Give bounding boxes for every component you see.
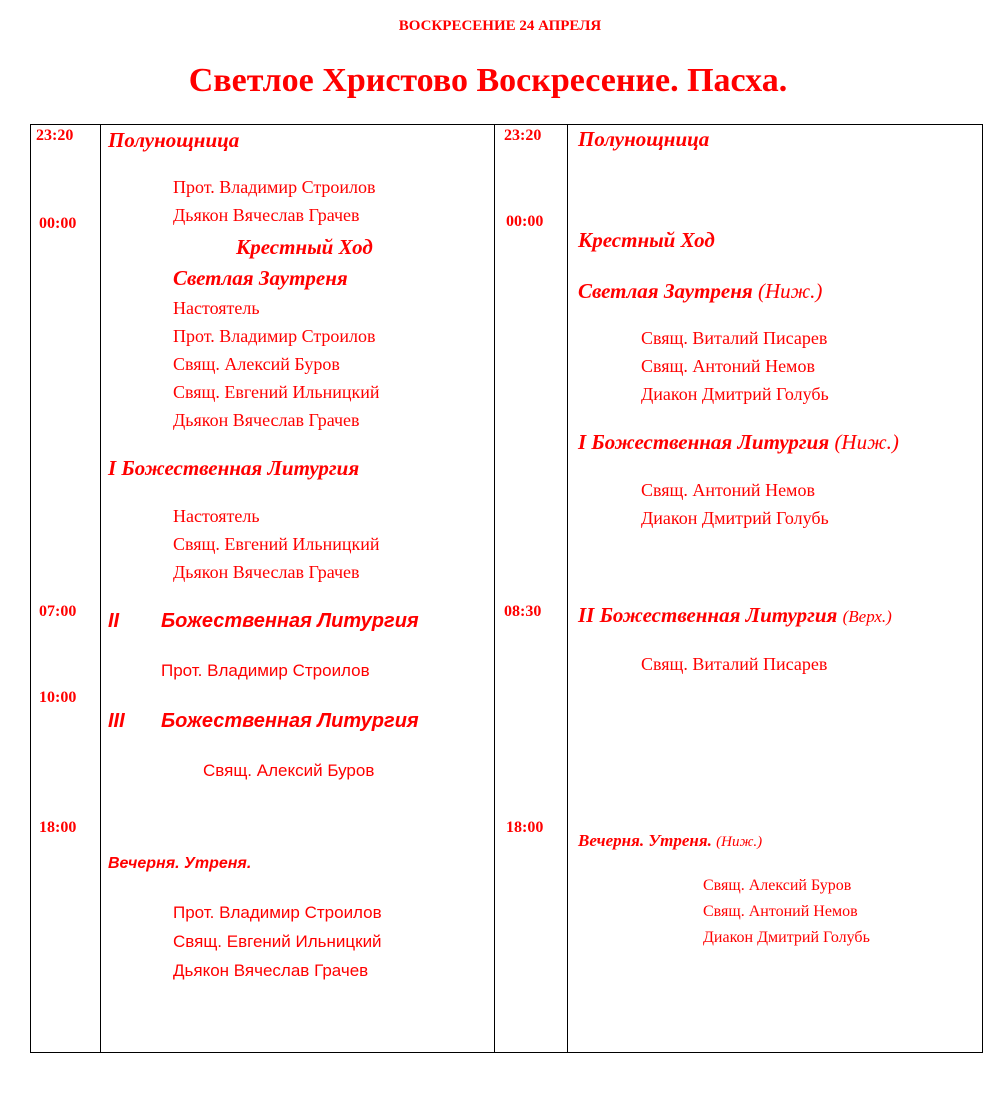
left-clergy-item: Прот. Владимир Строилов [173,326,376,346]
left-liturgy1-title: I Божественная Литургия [108,456,360,480]
left-liturgy2-number: II [108,610,120,632]
left-clergy-item: Свящ. Евгений Ильницкий [173,382,380,402]
right-liturgy2-title: II Божественная Литургия [578,603,838,627]
right-time-0000: 00:00 [506,213,544,230]
table-divider-3 [567,124,568,1053]
right-clergy-item: Свящ. Антоний Немов [703,903,858,920]
date-heading: ВОСКРЕСЕНИЕ 24 АПРЕЛЯ [398,18,602,34]
right-zautrenya-note: (Ниж.) [757,279,823,303]
right-clergy-item: Диакон Дмитрий Голубь [703,929,870,946]
table-border-top [30,124,983,125]
right-clergy-item: Свящ. Антоний Немов [641,356,815,376]
right-liturgy1-note: (Ниж.) [834,430,899,454]
left-krestny-hod-title: Крестный Ход [236,235,373,259]
table-divider-1 [100,124,101,1053]
left-time-0000: 00:00 [39,215,77,232]
left-clergy-item: Свящ. Евгений Ильницкий [173,932,382,951]
right-liturgy1-title: I Божественная Литургия [578,430,830,454]
right-vechernya-title: Вечерня. Утреня. [578,831,712,850]
right-zautrenya-title: Светлая Заутреня [578,279,753,303]
left-vechernya-title: Вечерня. Утреня. [108,855,252,872]
left-clergy-item: Прот. Владимир Строилов [161,661,370,680]
table-border-bottom [30,1052,983,1053]
left-time-0700: 07:00 [39,603,77,620]
table-divider-2 [494,124,495,1053]
right-krestny-hod-title: Крестный Ход [578,228,715,252]
left-time-2320: 23:20 [36,127,74,144]
left-clergy-item: Свящ. Алексий Буров [173,354,340,374]
page-title: Светлое Христово Воскресение. Пасха. [188,62,788,99]
right-vechernya-line [578,832,762,850]
left-clergy-item: Свящ. Алексий Буров [203,761,375,780]
left-clergy-item: Дьякон Вячеслав Грачев [173,562,360,582]
left-liturgy3-title: Божественная Литургия [161,710,419,732]
left-clergy-item: Прот. Владимир Строилов [173,177,376,197]
left-clergy-item: Свящ. Евгений Ильницкий [173,534,380,554]
left-polunoshnitsa-title: Полунощница [108,128,240,152]
right-time-0830: 08:30 [504,603,542,620]
left-clergy-item: Прот. Владимир Строилов [173,903,382,922]
left-liturgy2-title: Божественная Литургия [161,610,419,632]
left-clergy-item: Настоятель [173,298,260,318]
right-clergy-item: Диакон Дмитрий Голубь [641,508,829,528]
right-clergy-item: Свящ. Виталий Писарев [641,654,828,674]
right-time-1800: 18:00 [506,819,544,836]
right-liturgy2-note: (Верх.) [842,607,892,626]
right-zautrenya-line [578,281,822,302]
right-clergy-item: Свящ. Виталий Писарев [641,328,828,348]
left-liturgy3-number: III [108,710,125,732]
table-border-left [30,124,31,1053]
right-clergy-item: Свящ. Алексий Буров [703,877,852,894]
table-border-right [982,124,983,1053]
right-time-2320: 23:20 [504,127,542,144]
left-clergy-item: Дьякон Вячеслав Грачев [173,205,360,225]
right-clergy-item: Свящ. Антоний Немов [641,480,815,500]
right-liturgy2-line [578,605,892,626]
left-clergy-item: Дьякон Вячеслав Грачев [173,410,360,430]
left-zautrenya-title: Светлая Заутреня [173,266,348,290]
right-liturgy1-line [578,432,899,453]
left-clergy-item: Дьякон Вячеслав Грачев [173,961,369,980]
left-time-1800: 18:00 [39,819,77,836]
left-clergy-item: Настоятель [173,506,260,526]
left-time-1000: 10:00 [39,689,77,706]
right-vechernya-note: (Ниж.) [716,834,763,850]
right-clergy-item: Диакон Дмитрий Голубь [641,384,829,404]
right-polunoshnitsa-title: Полунощница [578,127,710,151]
